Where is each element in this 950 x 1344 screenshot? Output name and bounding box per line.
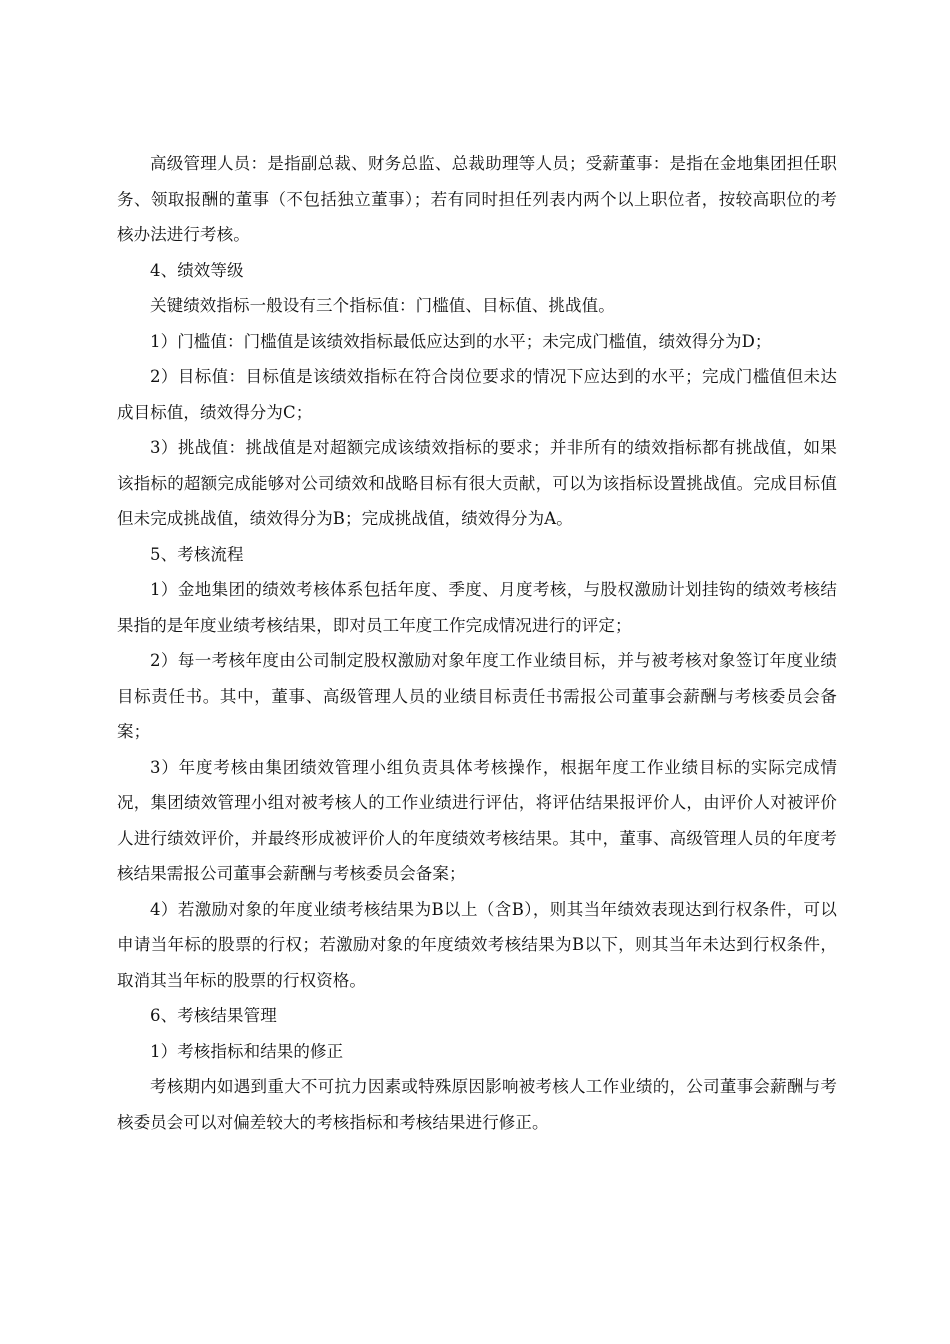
- paragraph-threshold-value: 1）门槛值：门槛值是该绩效指标最低应达到的水平；未完成门槛值，绩效得分为D；: [150, 331, 772, 351]
- section-heading-performance-grade: 4、绩效等级: [150, 260, 244, 280]
- paragraph-challenge-value: 3）挑战值：挑战值是对超额完成该绩效指标的要求；并非所有的绩效指标都有挑战值，如果该指标的超额完成能够对公司绩效和战略目标有很大贡献，可以为该指标设置挑战值。完成目标值但未完成挑战值，绩效得分为B；完成挑战值，绩效得分为A。: [117, 438, 837, 528]
- paragraph-executive-definition: 高级管理人员：是指副总裁、财务总监、总裁助理等人员；受薪董事：是指在金地集团担任职务、领取报酬的董事（不包括独立董事）；若有同时担任列表内两个以上职位者，按较高职位的考核办法进行考核。: [117, 154, 837, 244]
- subheading-correction: 1）考核指标和结果的修正: [150, 1041, 344, 1061]
- document-body: [117, 146, 837, 1140]
- paragraph-target-value: 2）目标值：目标值是该绩效指标在符合岗位要求的情况下应达到的水平；完成门槛值但未达成目标值，绩效得分为C；: [117, 367, 837, 422]
- paragraph-process-3: 3）年度考核由集团绩效管理小组负责具体考核操作，根据年度工作业绩目标的实际完成情况，集团绩效管理小组对被考核人的工作业绩进行评估，将评估结果报评价人，由评价人对被评价人进行绩效评价，并最终形成被评价人的年度绩效考核结果。其中，董事、高级管理人员的年度考核结果需报公司董事会薪酬与考核委员会备案；: [117, 757, 837, 883]
- paragraph-process-2: 2）每一考核年度由公司制定股权激励对象年度工作业绩目标，并与被考核对象签订年度业绩目标责任书。其中，董事、高级管理人员的业绩目标责任书需报公司董事会薪酬与考核委员会备案；: [117, 651, 837, 741]
- section-heading-assessment-process: 5、考核流程: [150, 544, 244, 564]
- paragraph-correction: 考核期内如遇到重大不可抗力因素或特殊原因影响被考核人工作业绩的，公司董事会薪酬与考核委员会可以对偏差较大的考核指标和考核结果进行修正。: [117, 1077, 837, 1132]
- paragraph-kpi-values: 关键绩效指标一般设有三个指标值：门槛值、目标值、挑战值。: [150, 296, 615, 315]
- paragraph-process-1: 1）金地集团的绩效考核体系包括年度、季度、月度考核，与股权激励计划挂钩的绩效考核结果指的是年度业绩考核结果，即对员工年度工作完成情况进行的评定；: [117, 580, 837, 635]
- section-heading-result-management: 6、考核结果管理: [150, 1006, 277, 1025]
- paragraph-process-4: 4）若激励对象的年度业绩考核结果为B以上（含B），则其当年绩效表现达到行权条件，可以申请当年标的股票的行权；若激励对象的年度绩效考核结果为B以下，则其当年未达到行权条件，取消其当年标的股票的行权资格。: [117, 899, 837, 990]
